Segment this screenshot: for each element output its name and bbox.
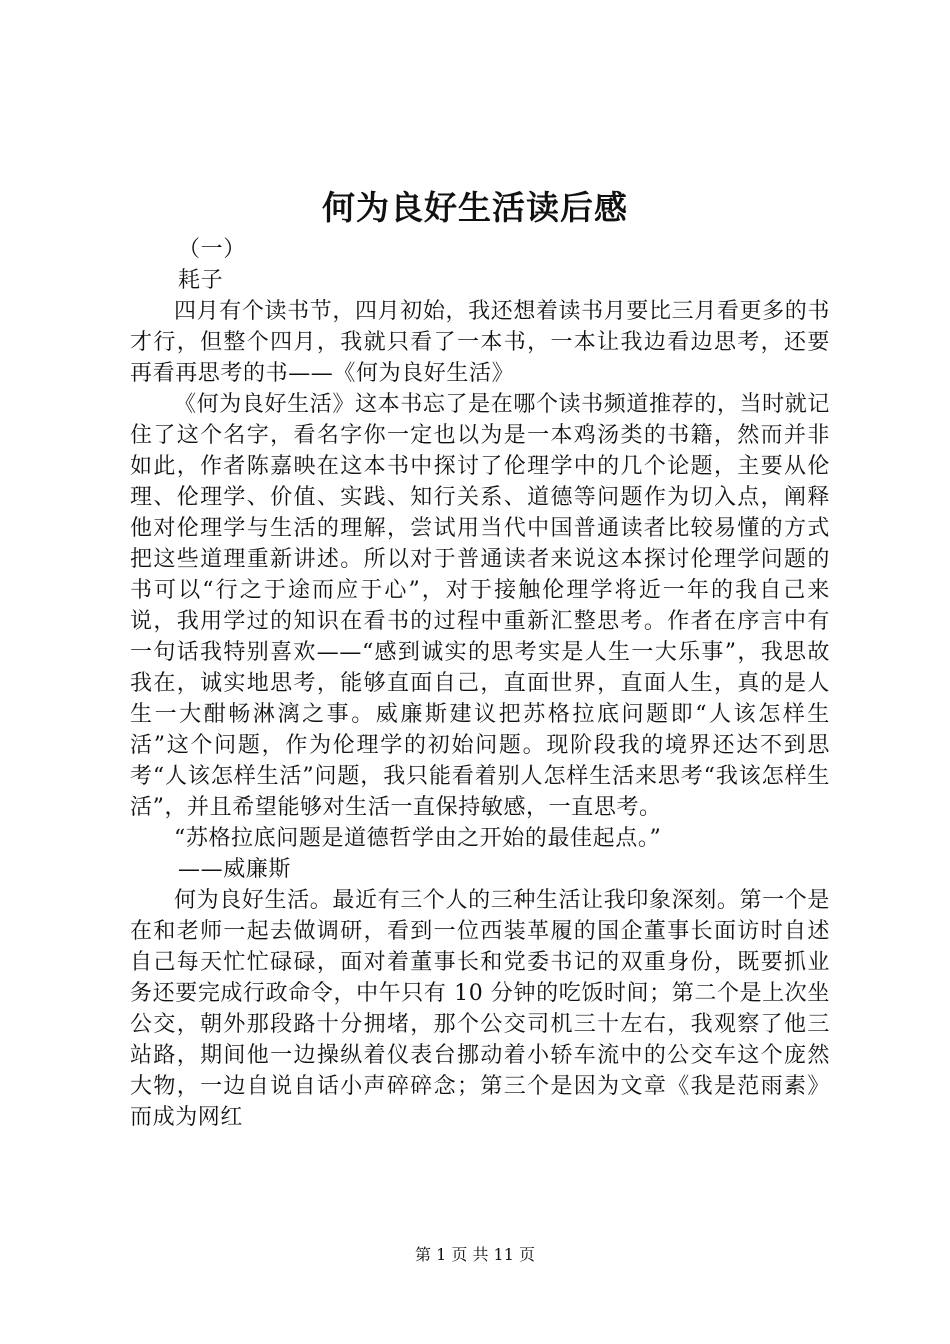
document-body: [130, 234, 830, 1133]
quote-attribution: ——威廉斯: [178, 857, 292, 882]
paragraph-2: 《何为良好生活》这本书忘了是在哪个读书频道推荐的，当时就记住了这个名字，看名字你一定也以为是一本鸡汤类的书籍，然而并非如此，作者陈嘉映在这本书中探讨了伦理学中的几个论题，主要从伦理、伦理学、价值、实践、知行关系、道德等问题作为切入点，阐释他对伦理学与生活的理解，尝试用当代中国普通读者比较易懂的方式把这些道理重新讲述。所以对于普通读者来说这本探讨伦理学问题的书可以“行之于途而应于心”，对于接触伦理学将近一年的我自己来说，我用学过的知识在看书的过程中重新汇整思考。作者在序言中有一句话我特别喜欢——“感到诚实的思考实是人生一大乐事”，我思故我在，诚实地思考，能够直面自己，直面世界，直面人生，真的是人生一大酣畅淋漓之事。威廉斯建议把苏格拉底问题即“人该怎样生活”这个问题，作为伦理学的初始问题。现阶段我的境界还达不到思考“人该怎样生活”问题，我只能看着别人怎样生活来思考“我该怎样生活”，并且希望能够对生活一直保持敏感，一直思考。: [130, 392, 830, 820]
paragraph-1: 四月有个读书节，四月初始，我还想着读书月要比三月看更多的书才行，但整个四月，我就只看了一本书，一本让我边看边思考，还要再看再思考的书——《何为良好生活》: [130, 299, 830, 386]
section-marker: （一）: [178, 237, 246, 262]
quote: “苏格拉底问题是道德哲学由之开始的最佳起点。”: [174, 826, 662, 851]
document-title: 何为良好生活读后感: [322, 188, 628, 227]
page-number-footer: 第 1 页 共 11 页: [415, 1245, 535, 1264]
author-name: 耗子: [178, 268, 224, 293]
paragraph-3: 何为良好生活。最近有三个人的三种生活让我印象深刻。第一个是在和老师一起去做调研，看到一位西装革履的国企董事长面访时自述自己每天忙忙碌碌，面对着董事长和党委书记的双重身份，既要抓业务还要完成行政命令，中午只有 10 分钟的吃饭时间；第二个是上次坐公交，朝外那段路十分拥堵，那个公交司机三十左右，我观察了他三站路，期间他一边操纵着仪表台挪动着小轿车流中的公交车这个庞然大物，一边自说自话小声碎碎念；第三个是因为文章《我是范雨素》而成为网红: [130, 888, 830, 1130]
